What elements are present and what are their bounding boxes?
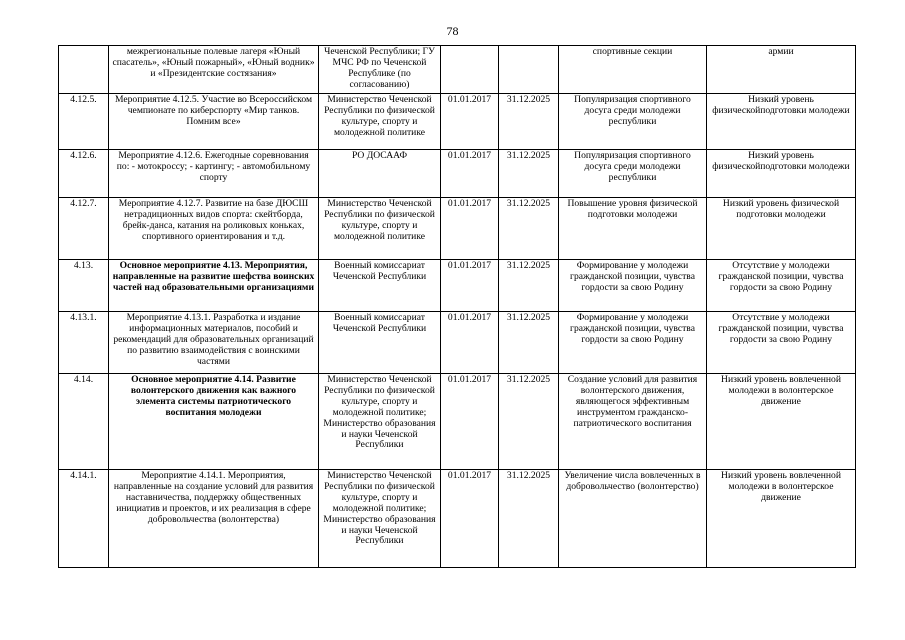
activity-start-date: 01.01.2017 bbox=[441, 470, 499, 568]
activity-executor: Министерство Чеченской Республики по физической культуре, спорту и молодежной политике; Министерство образования и науки Чеченской Республики bbox=[319, 374, 441, 470]
activity-number: 4.12.6. bbox=[59, 150, 109, 198]
activity-name: Мероприятие 4.13.1. Разработка и издание информационных материалов, пособий и рекомендаций для образовательных организаций по развитию взаимодействия с воинскими частями bbox=[109, 312, 319, 374]
non-implementation-consequence: Низкий уровень физической подготовки молодежи bbox=[707, 198, 856, 260]
expected-result: спортивные секции bbox=[559, 46, 707, 94]
activity-start-date: 01.01.2017 bbox=[441, 150, 499, 198]
program-activities-table bbox=[58, 45, 856, 568]
expected-result: Формирование у молодежи гражданской позиции, чувства гордости за свою Родину bbox=[559, 260, 707, 312]
activity-end-date: 31.12.2025 bbox=[499, 198, 559, 260]
activity-end-date: 31.12.2025 bbox=[499, 260, 559, 312]
expected-result: Популяризация спортивного досуга среди молодежи республики bbox=[559, 150, 707, 198]
activity-start-date: 01.01.2017 bbox=[441, 374, 499, 470]
activity-executor: РО ДОСААФ bbox=[319, 150, 441, 198]
activity-end-date: 31.12.2025 bbox=[499, 150, 559, 198]
table-row bbox=[59, 46, 856, 94]
activity-end-date: 31.12.2025 bbox=[499, 312, 559, 374]
activity-end-date: 31.12.2025 bbox=[499, 470, 559, 568]
non-implementation-consequence: Отсутствие у молодежи гражданской позиции, чувства гордости за свою Родину bbox=[707, 312, 856, 374]
activity-name: Мероприятие 4.12.5. Участие во Всероссийском чемпионате по киберспорту «Мир танков. Помним все» bbox=[109, 94, 319, 150]
table-row bbox=[59, 198, 856, 260]
activity-name: Основное мероприятие 4.14. Развитие волонтерского движения как важного элемента системы патриотического воспитания молодежи bbox=[109, 374, 319, 470]
activity-end-date: 31.12.2025 bbox=[499, 94, 559, 150]
table-row bbox=[59, 150, 856, 198]
activity-executor: Министерство Чеченской Республики по физической культуре, спорту и молодежной политике bbox=[319, 198, 441, 260]
activity-start-date: 01.01.2017 bbox=[441, 94, 499, 150]
activity-start-date: 01.01.2017 bbox=[441, 312, 499, 374]
non-implementation-consequence: Низкий уровень физическойподготовки молодежи bbox=[707, 94, 856, 150]
table-row bbox=[59, 470, 856, 568]
activity-name: Мероприятие 4.12.6. Ежегодные соревнования по: - мотокроссу; - картингу; - автомобильному спорту bbox=[109, 150, 319, 198]
table-row bbox=[59, 312, 856, 374]
expected-result: Популяризация спортивного досуга среди молодежи республики bbox=[559, 94, 707, 150]
table-row bbox=[59, 374, 856, 470]
activity-executor: Министерство Чеченской Республики по физической культуре, спорту и молодежной политике; Министерство образования и науки Чеченской Республики bbox=[319, 470, 441, 568]
expected-result: Увеличение числа вовлеченных в добровольчество (волонтерство) bbox=[559, 470, 707, 568]
expected-result: Создание условий для развития волонтерского движения, являющегося эффективным инструментом гражданско-патриотического воспитания bbox=[559, 374, 707, 470]
activity-executor: Министерство Чеченской Республики по физической культуре, спорту и молодежной политике bbox=[319, 94, 441, 150]
page-number: 78 bbox=[446, 24, 459, 38]
activity-number bbox=[59, 46, 109, 94]
activity-number: 4.13.1. bbox=[59, 312, 109, 374]
activity-name: Мероприятие 4.14.1. Мероприятия, направленные на создание условий для развития наставничества, поддержку общественных инициатив и проектов, и их реализация в сфере добровольчества (волонтерства) bbox=[109, 470, 319, 568]
expected-result: Повышение уровня физической подготовки молодежи bbox=[559, 198, 707, 260]
non-implementation-consequence: Низкий уровень вовлеченной молодежи в волонтерское движение bbox=[707, 470, 856, 568]
non-implementation-consequence: Отсутствие у молодежи гражданской позиции, чувства гордости за свою Родину bbox=[707, 260, 856, 312]
activity-name: Мероприятие 4.12.7. Развитие на базе ДЮСШ нетрадиционных видов спорта: скейтборда, брейк-данса, катания на роликовых коньках, спортивного ориентирования и т.д. bbox=[109, 198, 319, 260]
activity-number: 4.12.5. bbox=[59, 94, 109, 150]
activity-number: 4.14. bbox=[59, 374, 109, 470]
non-implementation-consequence: Низкий уровень вовлеченной молодежи в волонтерское движение bbox=[707, 374, 856, 470]
activity-start-date: 01.01.2017 bbox=[441, 198, 499, 260]
activity-end-date: 31.12.2025 bbox=[499, 374, 559, 470]
activity-number: 4.14.1. bbox=[59, 470, 109, 568]
activity-number: 4.13. bbox=[59, 260, 109, 312]
expected-result: Формирование у молодежи гражданской позиции, чувства гордости за свою Родину bbox=[559, 312, 707, 374]
non-implementation-consequence: армии bbox=[707, 46, 856, 94]
activity-start-date: 01.01.2017 bbox=[441, 260, 499, 312]
table-row bbox=[59, 260, 856, 312]
activity-executor: Чеченской Республики; ГУ МЧС РФ по Чеченской Республике (по согласованию) bbox=[319, 46, 441, 94]
non-implementation-consequence: Низкий уровень физическойподготовки молодежи bbox=[707, 150, 856, 198]
activity-executor: Военный комиссариат Чеченской Республики bbox=[319, 260, 441, 312]
table-row bbox=[59, 94, 856, 150]
activity-number: 4.12.7. bbox=[59, 198, 109, 260]
activity-executor: Военный комиссариат Чеченской Республики bbox=[319, 312, 441, 374]
activity-name: Основное мероприятие 4.13. Мероприятия, направленные на развитие шефства воинских частей над образовательными организациями bbox=[109, 260, 319, 312]
activity-start-date bbox=[441, 46, 499, 94]
activity-end-date bbox=[499, 46, 559, 94]
activity-name: межрегиональные полевые лагеря «Юный спасатель», «Юный пожарный», «Юный водник» и «Президентские состязания» bbox=[109, 46, 319, 94]
